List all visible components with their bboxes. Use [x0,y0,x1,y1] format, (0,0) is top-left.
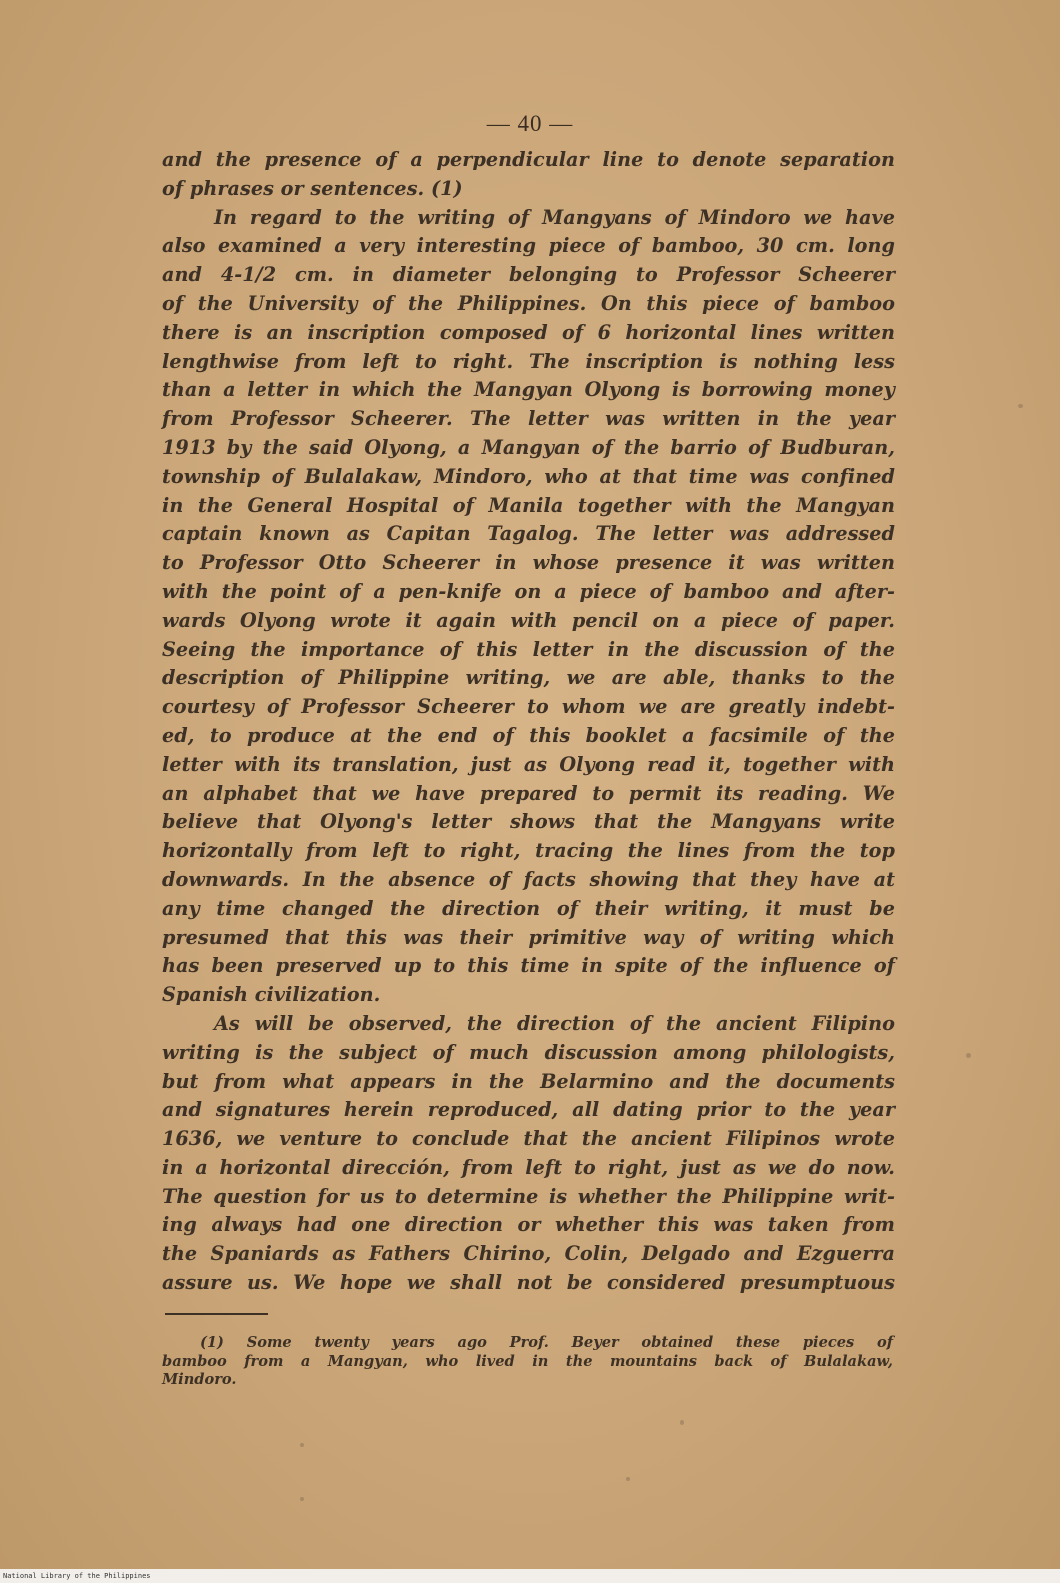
text-line: from Professor Scheerer. The letter was written in the year [162,407,895,431]
text-line: of phrases or sentences. (1) [162,176,463,200]
text-line: The question for us to determine is whether the Philippine writ- [162,1184,895,1208]
footnote-line: Mindoro. [162,1371,237,1389]
text-line: In regard to the writing of Mangyans of Mindoro we have [214,205,895,229]
text-line: lengthwise from left to right. The inscription is nothing less [162,349,895,373]
text-line: 1636, we venture to conclude that the ancient Filipinos wrote [162,1127,895,1151]
text-line: than a letter in which the Mangyan Olyong is borrowing money [162,378,895,402]
text-line: downwards. In the absence of facts showing that they have at [162,867,895,891]
text-line: 1913 by the said Olyong, a Mangyan of the barrio of Budburan, [162,435,895,459]
text-line: assure us. We hope we shall not be considered presumptuous [162,1271,895,1295]
text-line: and 4-1/2 cm. in diameter belonging to Professor Scheerer [162,263,895,287]
text-line: of the University of the Philippines. On this piece of bamboo [162,291,895,315]
page-number: — 40 — [486,111,574,136]
text-line: and the presence of a perpendicular line to denote separation [162,148,895,171]
text-line: also examined a very interesting piece of bamboo, 30 cm. long [162,234,895,258]
text-line: horizontally from left to right, tracing the lines from the top [162,839,895,863]
text-line: captain known as Capitan Tagalog. The letter was addressed [162,522,895,546]
text-line: believe that Olyong's letter shows that the Mangyans write [162,810,895,834]
paper-speck [626,1477,630,1481]
text-line: description of Philippine writing, we are able, thanks to the [162,666,895,690]
paper-speck [300,1497,304,1501]
text-line: has been preserved up to this time in spite of the influence of [162,954,895,978]
text-line: to Professor Otto Scheerer in whose presence it was written [162,551,895,575]
footnote [162,1334,893,1390]
text-line: there is an inscription composed of 6 horizontal lines written [162,320,895,344]
text-line: the Spaniards as Fathers Chirino, Colin, Delgado and Ezguerra [162,1242,895,1266]
paper-speck [1018,404,1023,408]
text-line: but from what appears in the Belarmino and the documents [162,1069,895,1093]
text-line: courtesy of Professor Scheerer to whom we are greatly indebt- [162,695,895,719]
text-line: township of Bulalakaw, Mindoro, who at that time was confined [162,464,895,488]
text-line: ing always had one direction or whether this was taken from [162,1213,895,1237]
text-line: any time changed the direction of their writing, it must be [162,896,895,920]
text-line: writing is the subject of much discussion among philologists, [162,1040,895,1064]
text-line: and signatures herein reproduced, all dating prior to the year [162,1098,895,1122]
footnote-divider [165,1313,268,1315]
text-line: As will be observed, the direction of the ancient Filipino [214,1011,895,1035]
text-line: an alphabet that we have prepared to permit its reading. We [162,781,895,805]
paper-speck [300,1443,304,1447]
text-line: presumed that this was their primitive way of writing which [162,925,895,949]
library-credit: National Library of the Philippines [0,1569,1060,1583]
text-line: wards Olyong wrote it again with pencil on a piece of paper. [162,608,895,632]
paper-speck [966,1053,971,1058]
footnote-line: bamboo from a Mangyan, who lived in the mountains back of Bulalakaw, [162,1352,893,1370]
text-line: in a horizontal dirección, from left to right, just as we do now. [162,1155,895,1179]
footnote-line: (1) Some twenty years ago Prof. Beyer obtained these pieces of [200,1334,893,1351]
text-line: in the General Hospital of Manila together with the Mangyan [162,493,895,517]
text-line: Seeing the importance of this letter in the discussion of the [162,637,895,661]
body-text [162,146,895,1298]
text-line: Spanish civilization. [162,983,381,1007]
text-line: letter with its translation, just as Olyong read it, together with [162,752,895,776]
paper-speck [680,1420,684,1425]
text-line: with the point of a pen-knife on a piece of bamboo and after- [162,579,895,603]
text-line: ed, to produce at the end of this booklet a facsimile of the [162,723,895,747]
